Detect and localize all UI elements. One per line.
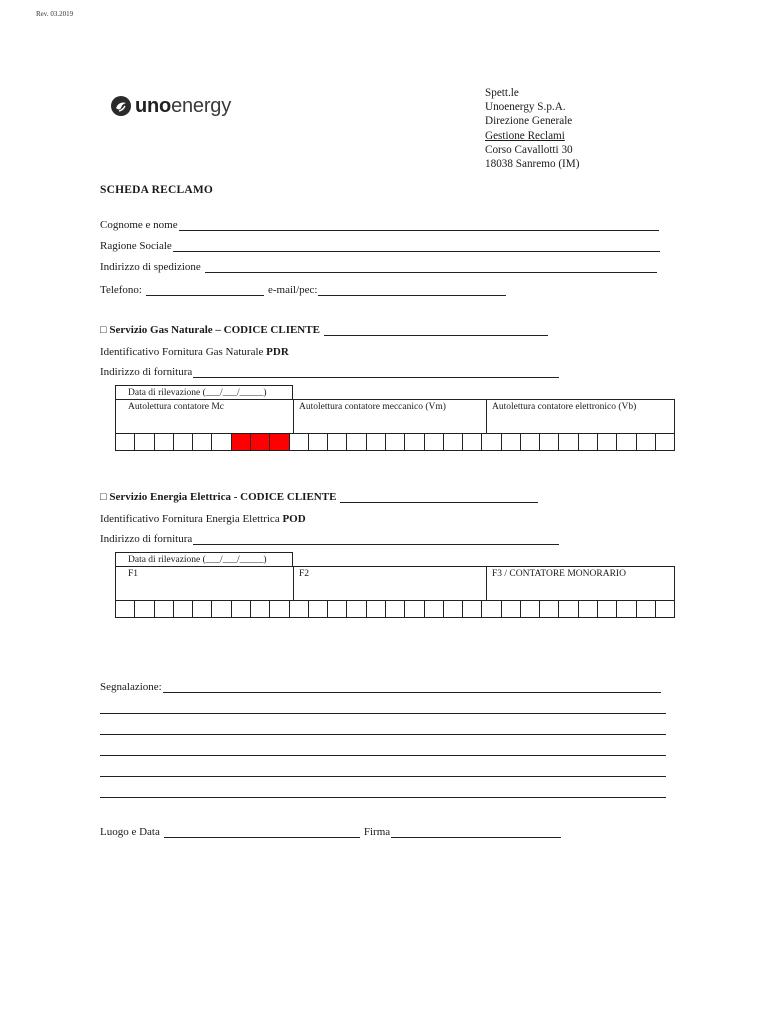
digit-cell[interactable] — [559, 434, 578, 450]
digit-cell[interactable] — [656, 434, 674, 450]
address-line: Corso Cavallotti 30 — [485, 143, 573, 156]
segnalazione-line[interactable] — [100, 755, 666, 756]
address-line: 18038 Sanremo (IM) — [485, 158, 580, 171]
digit-cell[interactable] — [174, 601, 193, 617]
company-logo — [110, 94, 231, 118]
digit-cell-decimal[interactable] — [270, 434, 289, 450]
digit-cell[interactable] — [270, 601, 289, 617]
column-label: Autolettura contatore meccanico (Vm) — [299, 402, 446, 412]
gas-address-input-line[interactable] — [193, 367, 559, 378]
ragione-label: Ragione Sociale — [100, 240, 172, 252]
email-label: e-mail/pec: — [268, 284, 318, 296]
pod-code: POD — [282, 513, 306, 525]
digit-cell[interactable] — [193, 434, 212, 450]
column-label: Autolettura contatore elettronico (Vb) — [492, 402, 637, 412]
digit-cell[interactable] — [502, 601, 521, 617]
energia-section-heading — [100, 491, 538, 503]
pdr-code: PDR — [266, 346, 289, 358]
digit-cell-decimal[interactable] — [232, 434, 251, 450]
address-line: Gestione Reclami — [485, 129, 565, 142]
digit-cell[interactable] — [405, 434, 424, 450]
digit-cell[interactable] — [579, 434, 598, 450]
digit-cell[interactable] — [347, 434, 366, 450]
digit-cell[interactable] — [540, 434, 559, 450]
indirizzo-label: Indirizzo di spedizione — [100, 261, 201, 273]
digit-cell[interactable] — [386, 601, 405, 617]
digit-cell[interactable] — [155, 601, 174, 617]
cognome-label: Cognome e nome — [100, 219, 178, 231]
digit-cell[interactable] — [251, 601, 270, 617]
indirizzo-field-row — [100, 261, 657, 273]
digit-cell[interactable] — [174, 434, 193, 450]
unoenergy-logo-icon — [110, 95, 132, 117]
column-label: F1 — [128, 569, 139, 579]
gas-readings-table — [115, 399, 675, 451]
telefono-label: Telefono: — [100, 284, 142, 296]
digit-cell[interactable] — [116, 601, 135, 617]
digit-cell[interactable] — [482, 601, 501, 617]
digit-cell[interactable] — [212, 601, 231, 617]
segnalazione-line[interactable] — [100, 797, 666, 798]
energia-address-row — [100, 533, 559, 545]
column-label: Autolettura contatore Mc — [128, 402, 225, 412]
digit-cell[interactable] — [502, 434, 521, 450]
digit-cell[interactable] — [155, 434, 174, 450]
digit-cell[interactable] — [540, 601, 559, 617]
digit-cell[interactable] — [290, 601, 309, 617]
gas-checkbox-label[interactable]: □ Servizio Gas Naturale – CODICE CLIENTE — [100, 324, 320, 336]
firma-label: Firma — [363, 826, 391, 838]
luogo-data-input-line[interactable] — [164, 827, 360, 838]
ragione-input-line[interactable] — [173, 241, 660, 252]
indirizzo-input-line[interactable] — [205, 262, 657, 273]
address-line: Unoenergy S.p.A. — [485, 101, 566, 114]
segnalazione-line[interactable] — [100, 776, 666, 777]
digit-cell[interactable] — [598, 601, 617, 617]
gas-readings-header — [116, 400, 674, 434]
digit-cell-decimal[interactable] — [251, 434, 270, 450]
digit-cell[interactable] — [135, 601, 154, 617]
email-input-line[interactable] — [318, 285, 506, 296]
energia-address-label: Indirizzo di fornitura — [100, 533, 193, 545]
energia-codice-input-line[interactable] — [340, 492, 538, 503]
digit-cell[interactable] — [521, 434, 540, 450]
ragione-field-row — [100, 240, 660, 252]
digit-cell[interactable] — [598, 434, 617, 450]
digit-cell[interactable] — [367, 601, 386, 617]
digit-cell[interactable] — [637, 434, 656, 450]
energia-digit-cells — [116, 601, 674, 617]
gas-address-label: Indirizzo di fornitura — [100, 366, 193, 378]
digit-cell[interactable] — [579, 601, 598, 617]
gas-identifier: Identificativo Fornitura Gas Naturale PDR — [100, 346, 289, 358]
luogo-data-label: Luogo e Data — [100, 826, 160, 838]
digit-cell[interactable] — [444, 601, 463, 617]
segnalazione-input-line[interactable] — [163, 682, 661, 693]
segnalazione-label: Segnalazione: — [100, 681, 162, 693]
digit-cell[interactable] — [309, 601, 328, 617]
segnalazione-row — [100, 681, 661, 693]
digit-cell[interactable] — [425, 601, 444, 617]
gas-digit-cells — [116, 434, 674, 450]
digit-cell[interactable] — [386, 434, 405, 450]
digit-cell[interactable] — [116, 434, 135, 450]
digit-cell[interactable] — [405, 601, 424, 617]
form-title: SCHEDA RECLAMO — [100, 184, 214, 196]
digit-cell[interactable] — [617, 601, 636, 617]
energia-readings-header — [116, 567, 674, 601]
digit-cell[interactable] — [521, 601, 540, 617]
digit-cell[interactable] — [135, 434, 154, 450]
logo-text: unoenergy — [135, 94, 232, 117]
firma-input-line[interactable] — [391, 827, 561, 838]
segnalazione-line[interactable] — [100, 734, 666, 735]
telefono-input-line[interactable] — [146, 285, 264, 296]
digit-cell[interactable] — [444, 434, 463, 450]
digit-cell[interactable] — [328, 601, 347, 617]
energia-readings-table — [115, 566, 675, 618]
contact-field-row — [100, 284, 506, 296]
digit-cell[interactable] — [193, 601, 212, 617]
gas-codice-input-line[interactable] — [324, 325, 548, 336]
digit-cell[interactable] — [290, 434, 309, 450]
energia-checkbox-label[interactable]: □ Servizio Energia Elettrica - CODICE CLIENTE — [100, 491, 337, 503]
digit-cell[interactable] — [367, 434, 386, 450]
digit-cell[interactable] — [637, 601, 656, 617]
digit-cell[interactable] — [309, 434, 328, 450]
cognome-field-row — [100, 219, 659, 231]
segnalazione-line[interactable] — [100, 713, 666, 714]
digit-cell[interactable] — [232, 601, 251, 617]
digit-cell[interactable] — [212, 434, 231, 450]
digit-cell[interactable] — [328, 434, 347, 450]
revision-label: Rev. 03.2019 — [36, 10, 74, 18]
digit-cell[interactable] — [559, 601, 578, 617]
digit-cell[interactable] — [347, 601, 366, 617]
digit-cell[interactable] — [617, 434, 636, 450]
digit-cell[interactable] — [656, 601, 674, 617]
address-line: Spett.le — [485, 87, 519, 99]
gas-address-row — [100, 366, 559, 378]
recipient-address — [485, 86, 579, 171]
energia-address-input-line[interactable] — [193, 534, 559, 545]
energia-identifier: Identificativo Fornitura Energia Elettrica POD — [100, 513, 306, 525]
column-label: F2 — [299, 569, 310, 579]
digit-cell[interactable] — [463, 601, 482, 617]
cognome-input-line[interactable] — [179, 220, 659, 231]
energia-date-box[interactable]: Data di rilevazione (___/___/_____) — [115, 552, 293, 566]
gas-date-box[interactable]: Data di rilevazione (___/___/_____) — [115, 385, 293, 399]
digit-cell[interactable] — [482, 434, 501, 450]
column-label: F3 / CONTATORE MONORARIO — [492, 569, 626, 579]
digit-cell[interactable] — [425, 434, 444, 450]
gas-section-heading — [100, 324, 548, 336]
digit-cell[interactable] — [463, 434, 482, 450]
address-line: Direzione Generale — [485, 115, 573, 128]
signature-row — [100, 826, 561, 838]
